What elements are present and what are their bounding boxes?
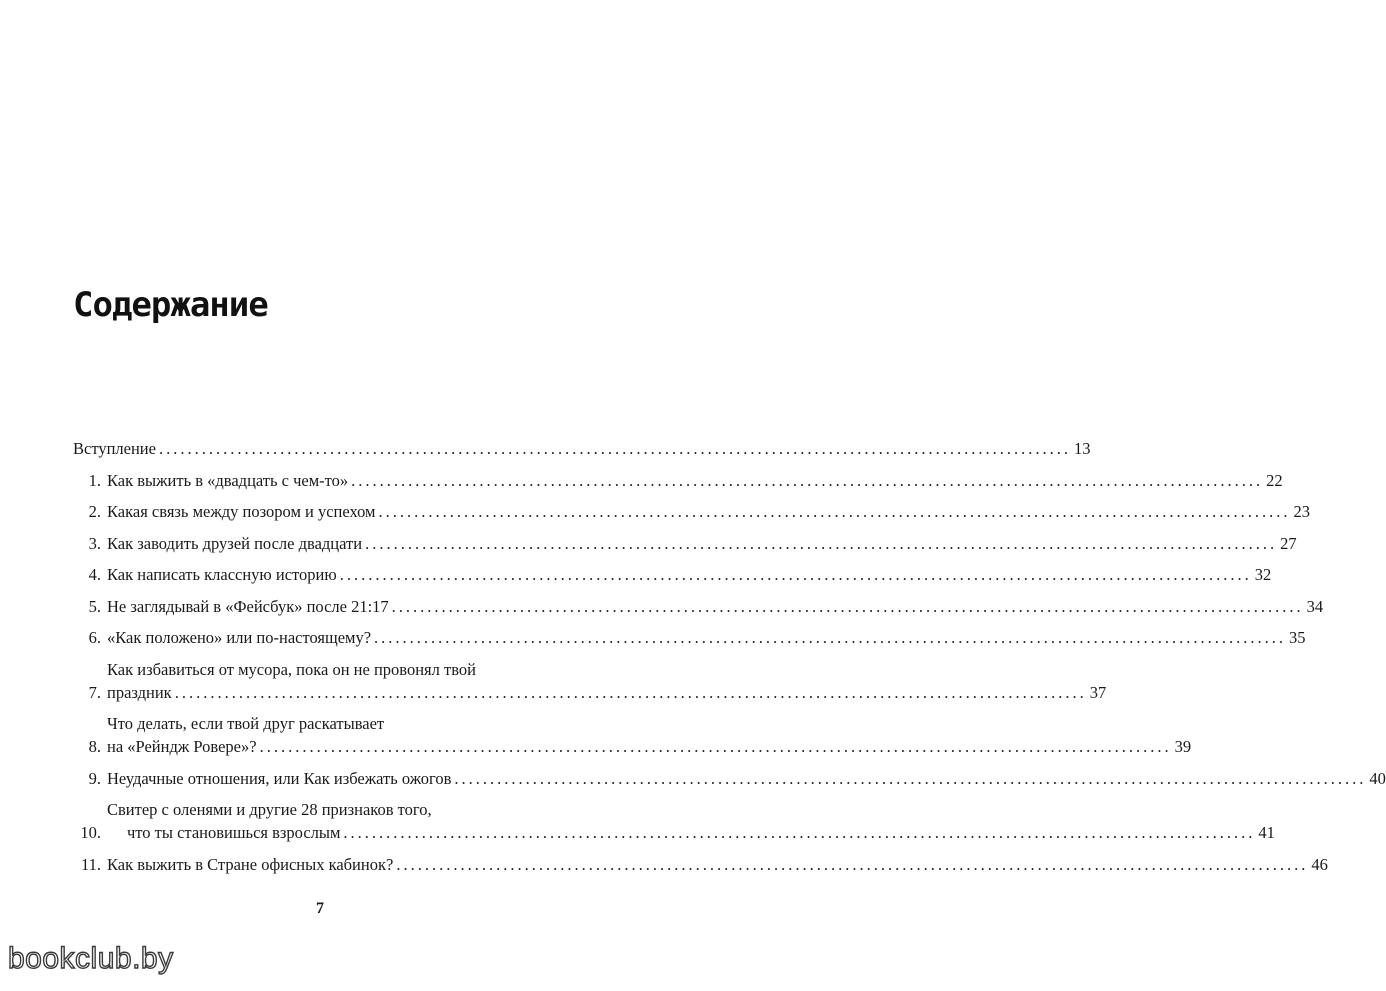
leader-dots xyxy=(454,767,1366,790)
toc-entry-page: 27 xyxy=(1280,533,1297,553)
toc-entry xyxy=(73,798,1275,844)
toc-entry-title: Вступление xyxy=(73,439,156,458)
toc-entry-number: 5. xyxy=(88,596,101,616)
toc-entry xyxy=(73,563,1272,586)
toc-entry xyxy=(73,469,1283,492)
toc-entry-number: 3. xyxy=(88,533,101,553)
toc-entry-title: «Как положено» или по-настоящему? xyxy=(107,628,372,647)
leader-dots xyxy=(340,563,1252,586)
toc-entry-title-line: праздник xyxy=(107,682,172,702)
toc-entry xyxy=(73,500,1310,523)
toc-entry-number: 9. xyxy=(88,768,101,788)
toc-entry-number: 1. xyxy=(88,470,101,490)
leader-dots xyxy=(175,681,1087,704)
toc-entry xyxy=(73,853,1328,876)
toc-entry xyxy=(73,626,1306,649)
leader-dots xyxy=(159,437,1071,460)
watermark: bookclub.by xyxy=(8,942,174,975)
toc-entry-title: Как выжить в Стране офисных кабинок? xyxy=(107,854,394,874)
toc-entry-number: 10. xyxy=(80,823,101,842)
leader-dots xyxy=(260,735,1172,758)
toc-entry-page: 13 xyxy=(1073,439,1091,458)
leader-dots xyxy=(396,853,1308,876)
toc-entry-title-line: Как избавиться от мусора, пока он не провонял твой xyxy=(107,659,476,679)
toc-entry-number: 8. xyxy=(88,737,101,756)
toc-entry-title-line: на «Рейндж Ровере»? xyxy=(107,737,257,756)
leader-dots xyxy=(378,500,1290,523)
toc-entry-title: Не заглядывай в «Фейсбук» после 21:17 xyxy=(107,596,389,616)
toc-entry xyxy=(73,767,1386,790)
toc-entry-page: 39 xyxy=(1174,737,1192,756)
toc-entry xyxy=(73,712,1192,758)
toc-entry-title-line: Свитер с оленями и другие 28 признаков того, xyxy=(107,800,432,819)
toc-entry xyxy=(73,532,1297,555)
toc-entry xyxy=(73,658,1107,704)
toc-entry-title-line: Что делать, если твой друг раскатывает xyxy=(107,714,385,733)
leader-dots xyxy=(392,595,1304,618)
toc-entry-title: Как выжить в «двадцать с чем-то» xyxy=(107,470,349,490)
toc-entry-page: 41 xyxy=(1258,823,1275,842)
toc-entry-page: 34 xyxy=(1306,596,1324,616)
toc-entry-page: 23 xyxy=(1293,502,1310,521)
toc-entry-page: 35 xyxy=(1289,628,1306,647)
toc-entry xyxy=(73,595,1324,618)
toc-entry-page: 46 xyxy=(1311,854,1328,874)
table-of-contents xyxy=(73,437,1386,884)
page-number: 7 xyxy=(316,900,324,917)
page-title: Содержание xyxy=(73,285,268,325)
toc-entry-title: Как написать классную историю xyxy=(107,565,337,584)
toc-entry-number: 11. xyxy=(80,854,101,874)
toc-entry-number: 7. xyxy=(88,682,101,702)
toc-entry-title-line: что ты становишься взрослым xyxy=(127,823,341,842)
toc-entry xyxy=(73,437,1091,460)
toc-entry-number: 2. xyxy=(88,502,101,521)
leader-dots xyxy=(351,469,1263,492)
toc-entry-page: 37 xyxy=(1089,682,1107,702)
toc-entry-number: 6. xyxy=(88,628,101,647)
toc-entry-page: 22 xyxy=(1266,470,1283,490)
leader-dots xyxy=(374,626,1286,649)
leader-dots xyxy=(343,821,1255,844)
toc-entry-page: 40 xyxy=(1369,768,1386,788)
leader-dots xyxy=(365,532,1277,555)
toc-entry-title: Как заводить друзей после двадцати xyxy=(107,533,363,553)
toc-entry-page: 32 xyxy=(1254,565,1272,584)
toc-entry-title: Какая связь между позором и успехом xyxy=(107,502,376,521)
toc-entry-title: Неудачные отношения, или Как избежать ожогов xyxy=(107,768,452,788)
toc-entry-number: 4. xyxy=(88,565,101,584)
